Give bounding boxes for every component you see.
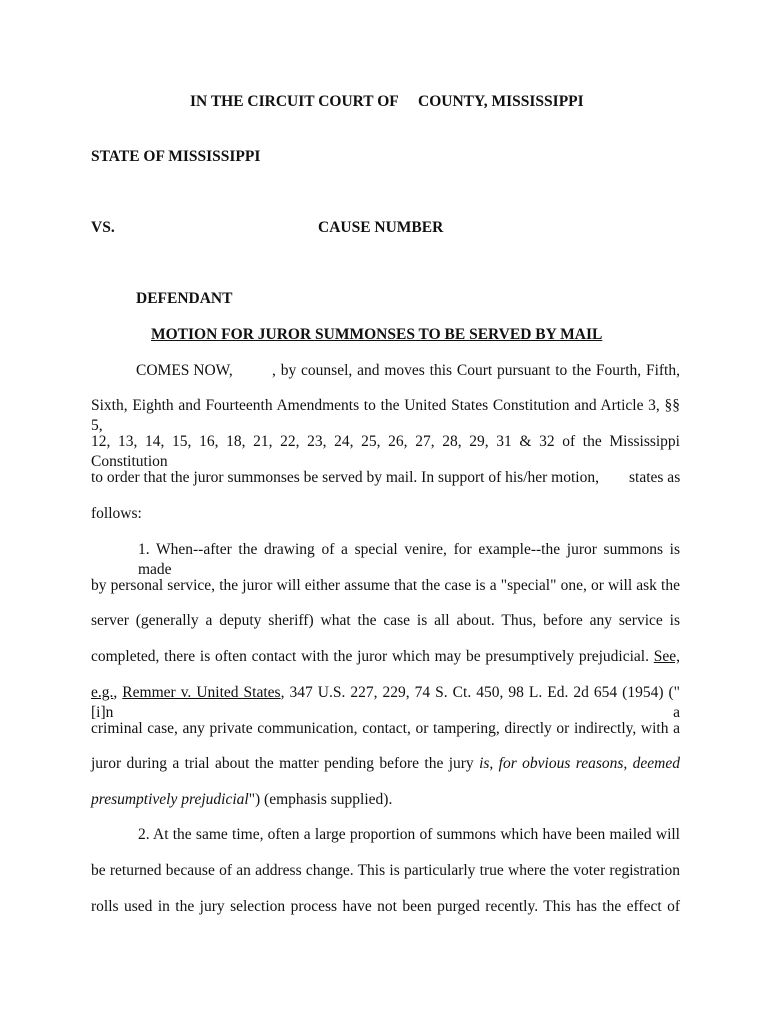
text: , — [113, 684, 118, 701]
citation-text: , 347 U.S. 227, 229, 74 S. Ct. 450, 98 L. Ed. 2d 654 (1954) ("[i]n a — [91, 684, 681, 721]
intro-line: 12, 13, 14, 15, 16, 18, 21, 22, 23, 24, 25, 26, 27, 28, 29, 31 & 32 of the Mississippi Constitution — [91, 433, 680, 470]
motion-title: MOTION FOR JUROR SUMMONSES TO BE SERVED BY MAIL — [151, 326, 603, 343]
paragraph-line — [91, 683, 680, 723]
paragraph-line: rolls used in the jury selection process have not been purged recently. This has the effect of — [91, 898, 680, 915]
paragraph-line: by personal service, the juror will either assume that the case is a "special" one, or will ask the — [91, 577, 680, 594]
citation-signal: See, — [653, 648, 680, 665]
vs-label: VS. — [91, 219, 115, 236]
emphasis-text: is, for obvious reasons, deemed — [479, 755, 680, 772]
text: COMES NOW, — [136, 362, 233, 379]
paragraph-line: criminal case, any private communication, contact, or tampering, directly or indirectly, with a — [91, 720, 680, 737]
case-name: Remmer v. United States — [122, 684, 281, 701]
court-heading-left: IN THE CIRCUIT COURT OF — [190, 93, 399, 110]
intro-line: states as — [629, 469, 681, 486]
text: ") (emphasis supplied). — [248, 791, 393, 808]
paragraph-line: server (generally a deputy sheriff) what the case is all about. Thus, before any service is — [91, 612, 680, 629]
intro-line: follows: — [91, 505, 142, 522]
court-heading-right: COUNTY, MISSISSIPPI — [418, 93, 584, 110]
text: juror during a trial about the matter pending before the jury — [91, 755, 474, 772]
plaintiff-label: STATE OF MISSISSIPPI — [91, 148, 261, 165]
paragraph-line — [91, 754, 680, 774]
defendant-label: DEFENDANT — [136, 290, 233, 307]
emphasis-text: presumptively prejudicial — [91, 791, 249, 808]
intro-line: Sixth, Eighth and Fourteenth Amendments to the United States Constitution and Article 3, §§ 5, — [91, 397, 680, 434]
intro-line: , by counsel, and moves this Court pursuant to the Fourth, Fifth, — [272, 362, 680, 379]
cause-number-label: CAUSE NUMBER — [318, 219, 444, 236]
citation-signal: e.g. — [91, 684, 114, 701]
paragraph-line — [91, 790, 392, 810]
paragraph-line — [91, 647, 680, 667]
paragraph-line: 2. At the same time, often a large proportion of summons which have been mailed will — [138, 826, 680, 843]
paragraph-line: 1. When--after the drawing of a special venire, for example--the juror summons is made — [138, 541, 680, 578]
intro-line: to order that the juror summonses be served by mail. In support of his/her motion, — [91, 469, 599, 486]
paragraph-line: be returned because of an address change. This is particularly true where the voter registration — [91, 862, 680, 879]
intro-line — [136, 361, 233, 381]
text: completed, there is often contact with the juror which may be presumptively prejudicial. — [91, 648, 649, 665]
